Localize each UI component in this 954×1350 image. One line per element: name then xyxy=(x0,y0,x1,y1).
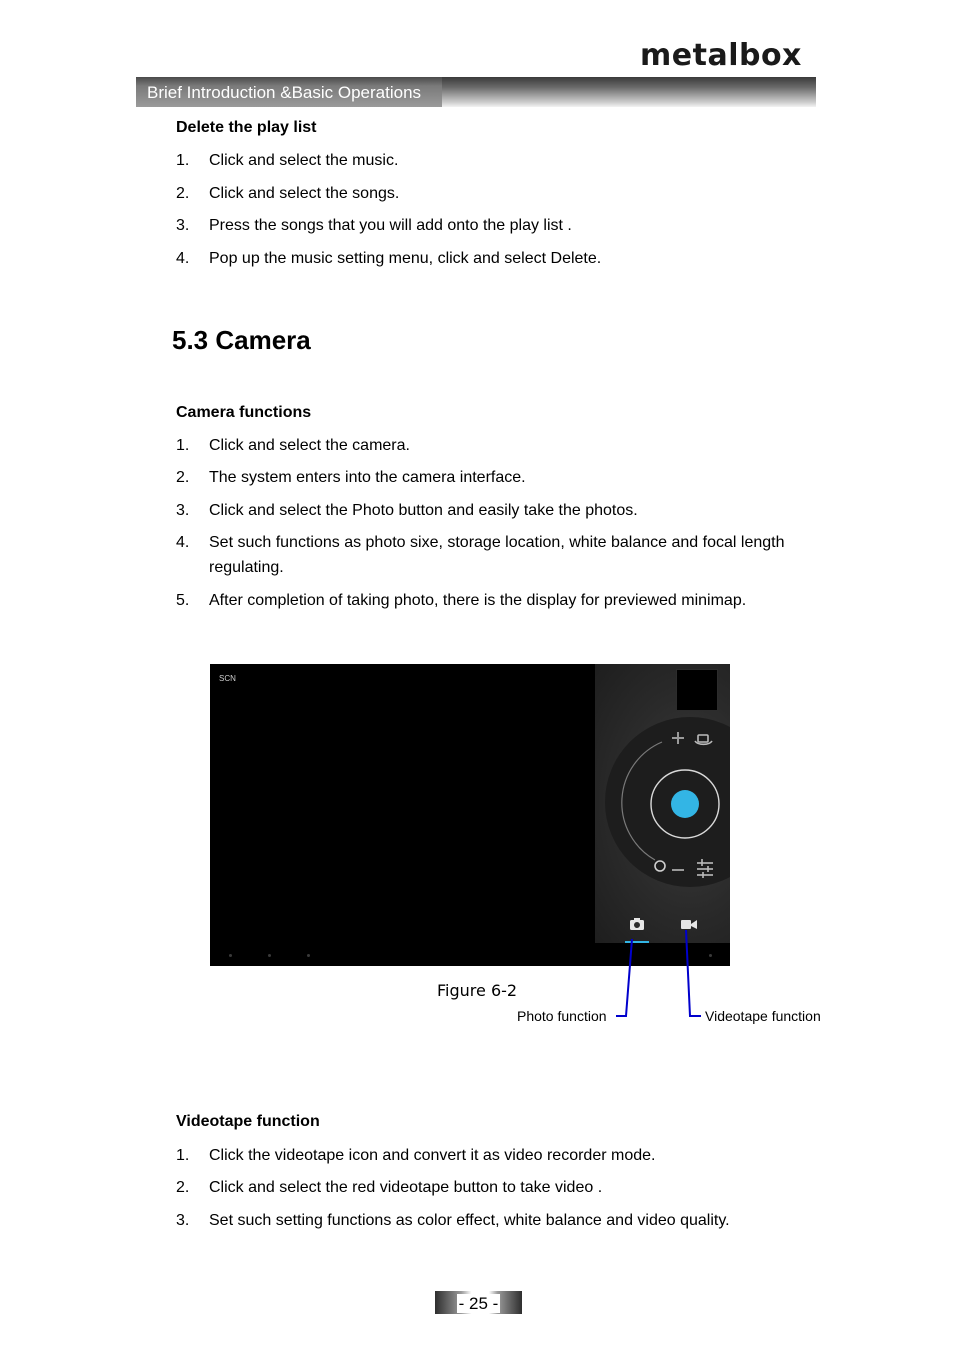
list-text: Set such setting functions as color effect, white balance and video quality. xyxy=(209,1212,730,1229)
scene-mode-label[interactable]: SCN xyxy=(219,674,236,683)
list-item xyxy=(176,1175,826,1200)
photo-function-label: Photo function xyxy=(517,1008,607,1024)
list-text: Set such functions as photo sixe, storage location, white balance and focal length regulating. xyxy=(209,534,785,576)
figure-caption: Figure 6-2 xyxy=(437,981,518,1000)
page-number: - 25 - xyxy=(458,1294,499,1313)
list-number: 3. xyxy=(176,1212,190,1229)
list-item xyxy=(176,1208,826,1233)
list-number: 1. xyxy=(176,1147,190,1164)
list-number: 1. xyxy=(176,152,190,169)
videotape-heading: Videotape function xyxy=(176,1113,320,1130)
camera-functions-heading: Camera functions xyxy=(176,404,312,421)
list-number: 4. xyxy=(176,534,190,551)
list-number: 5. xyxy=(176,592,190,609)
delete-playlist-heading: Delete the play list xyxy=(176,119,317,136)
photo-callout-line xyxy=(616,939,632,1016)
section-title: 5.3 Camera xyxy=(172,325,311,355)
list-text: Click and select the songs. xyxy=(209,185,400,202)
list-text: The system enters into the camera interface. xyxy=(209,469,526,486)
list-text: After completion of taking photo, there is the display for previewed minimap. xyxy=(209,592,747,609)
list-text: Click and select the Photo button and easily take the photos. xyxy=(209,502,638,519)
list-text: Click the videotape icon and convert it as video recorder mode. xyxy=(209,1147,656,1164)
video-callout-line xyxy=(686,930,701,1016)
list-text: Pop up the music setting menu, click and select Delete. xyxy=(209,250,602,267)
list-number: 4. xyxy=(176,250,190,267)
list-number: 2. xyxy=(176,1179,190,1196)
list-text: Press the songs that you will add onto the play list . xyxy=(209,217,572,234)
list-number: 2. xyxy=(176,185,190,202)
list-number: 3. xyxy=(176,217,190,234)
header-chapter-tab: Brief Introduction &Basic Operations xyxy=(136,77,442,107)
videotape-function-label: Videotape function xyxy=(705,1008,821,1024)
page-number-badge xyxy=(435,1291,522,1314)
list-text: Click and select the music. xyxy=(209,152,399,169)
list-item xyxy=(176,1143,826,1168)
logo-text: metalbox xyxy=(640,38,802,73)
list-text: Click and select the red videotape button to take video . xyxy=(209,1179,603,1196)
list-number: 1. xyxy=(176,437,190,454)
list-number: 3. xyxy=(176,502,190,519)
list-number: 2. xyxy=(176,469,190,486)
list-text: Click and select the camera. xyxy=(209,437,410,454)
